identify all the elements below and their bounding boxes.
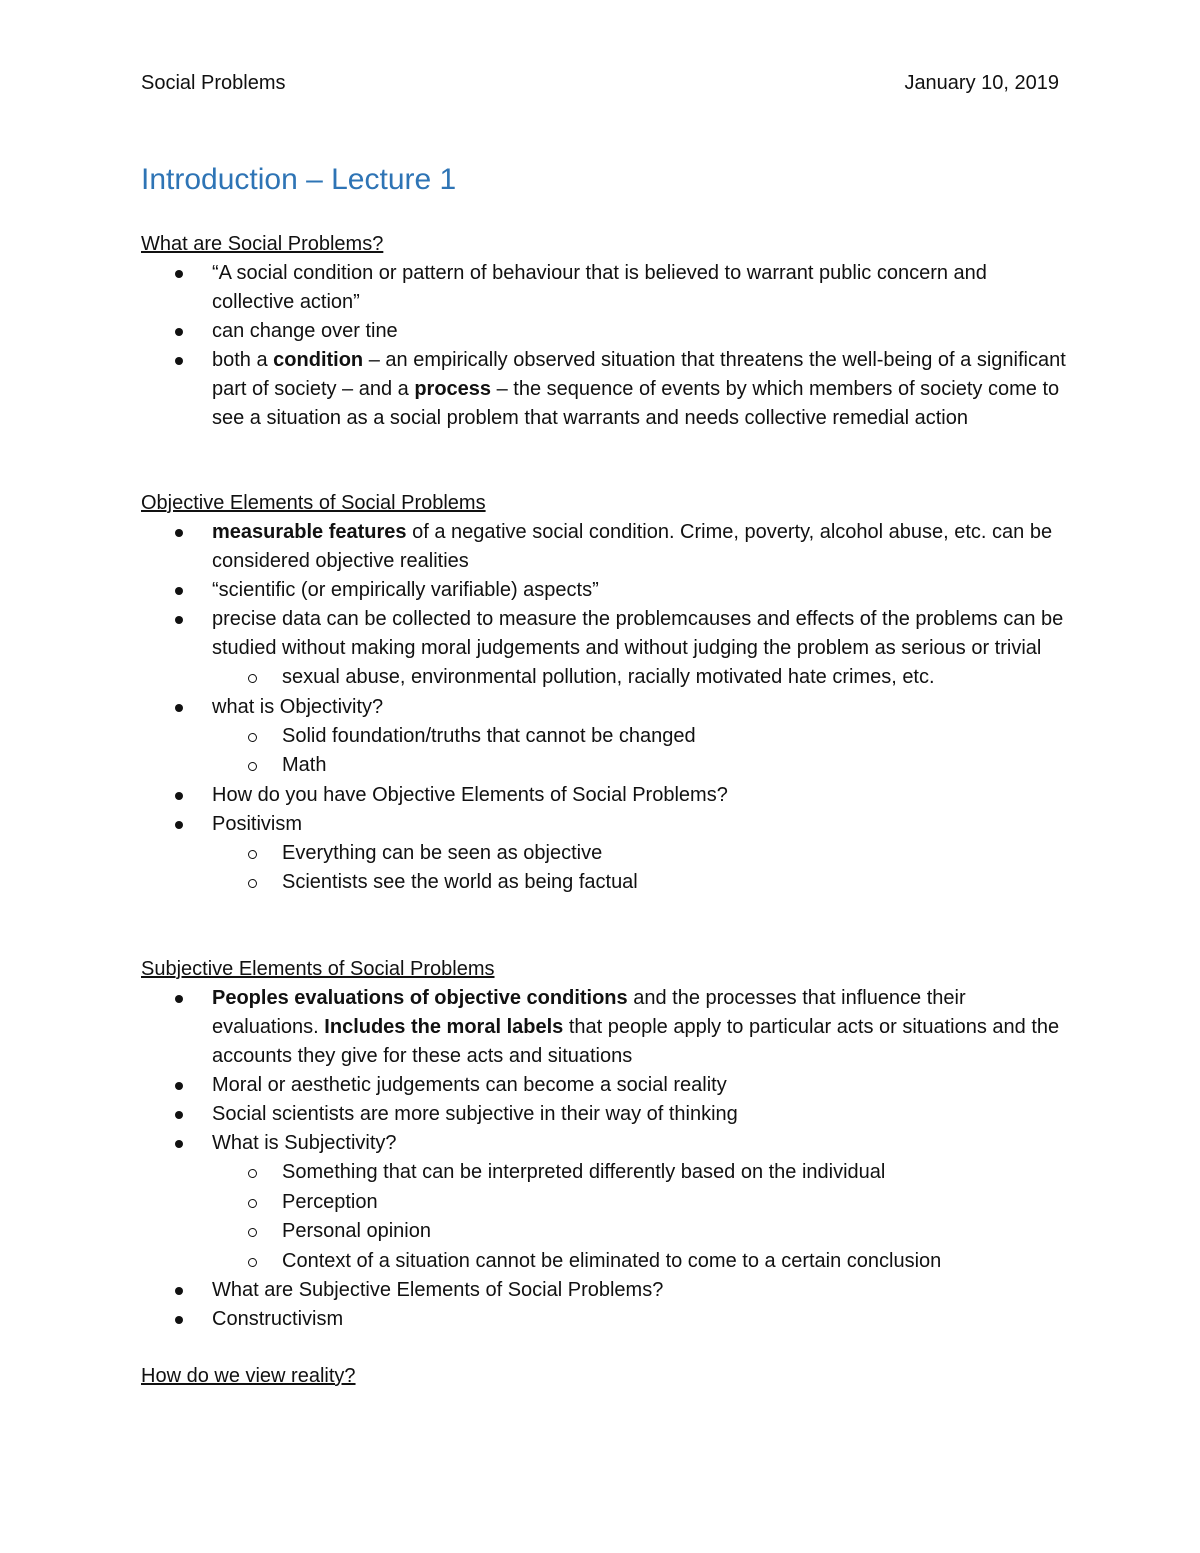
sub-list-item: Solid foundation/truths that cannot be changed [141, 722, 1066, 752]
bold-term: condition [273, 349, 364, 371]
list-item: what is Objectivity? [141, 693, 1066, 722]
list-item: can change over tine [141, 317, 1066, 346]
list-item: What are Subjective Elements of Social Problems? [141, 1276, 1066, 1305]
page-title: Introduction – Lecture 1 [141, 163, 457, 196]
list-item: Social scientists are more subjective in their way of thinking [141, 1100, 1066, 1129]
list-item: How do you have Objective Elements of Social Problems? [141, 781, 1066, 810]
sub-list-item: sexual abuse, environmental pollution, racially motivated hate crimes, etc. [141, 663, 1066, 693]
list-item: Constructivism [141, 1305, 1066, 1334]
list-item: Moral or aesthetic judgements can become a social reality [141, 1071, 1066, 1100]
sub-list-item: Math [141, 751, 1066, 781]
sub-list-item: Perception [141, 1188, 1066, 1218]
sub-list-item: Personal opinion [141, 1217, 1066, 1247]
text-run: and the processes that influence their evaluations. [212, 987, 966, 1038]
bold-term: Peoples evaluations of objective conditions [212, 987, 628, 1009]
text-run: – an empirically observed situation that threatens the well-being of a significant part of society – and a [212, 349, 1066, 400]
list-item: What is Subjectivity? [141, 1129, 1066, 1158]
bold-term: Includes the moral labels [324, 1016, 564, 1038]
header-course: Social Problems [141, 72, 286, 94]
text-run: that people apply to particular acts or situations and the accounts they give for these acts and situations [212, 1016, 1060, 1067]
list-item: Positivism [141, 810, 1066, 839]
section-heading: Objective Elements of Social Problems [141, 492, 486, 514]
section-objective [141, 489, 1066, 898]
section-heading: Subjective Elements of Social Problems [141, 958, 495, 980]
list-item [141, 984, 1066, 1071]
text-run: both a [212, 349, 274, 371]
bullet-list [141, 518, 1066, 898]
text-run: – the sequence of events by which members of society come to see a situation as a social problem that warrants and needs collective remedial action [212, 378, 1060, 429]
section-heading: What are Social Problems? [141, 233, 384, 255]
bullet-list [141, 259, 1066, 433]
section-reality [141, 1362, 1066, 1391]
list-item: “A social condition or pattern of behaviour that is believed to warrant public concern and collective action” [141, 259, 1066, 317]
bullet-list [141, 984, 1066, 1334]
list-item [141, 346, 1066, 433]
header-date: January 10, 2019 [904, 72, 1059, 94]
sub-list-item: Everything can be seen as objective [141, 839, 1066, 869]
sub-list-item: Something that can be interpreted differently based on the individual [141, 1158, 1066, 1188]
list-item: “scientific (or empirically varifiable) aspects” [141, 576, 1066, 605]
list-item [141, 518, 1066, 576]
section-subjective [141, 955, 1066, 1334]
list-item: precise data can be collected to measure the problemcauses and effects of the problems can be studied without making moral judgements and without judging the problem as serious or trivial [141, 605, 1066, 663]
sub-list-item: Scientists see the world as being factual [141, 868, 1066, 898]
sub-list-item: Context of a situation cannot be eliminated to come to a certain conclusion [141, 1247, 1066, 1277]
bold-term: process [414, 378, 492, 400]
section-what-are [141, 230, 1066, 433]
section-heading: How do we view reality? [141, 1365, 356, 1387]
bold-term: measurable features [212, 521, 407, 543]
text-run: of a negative social condition. Crime, poverty, alcohol abuse, etc. can be considered objective realities [212, 521, 1053, 572]
